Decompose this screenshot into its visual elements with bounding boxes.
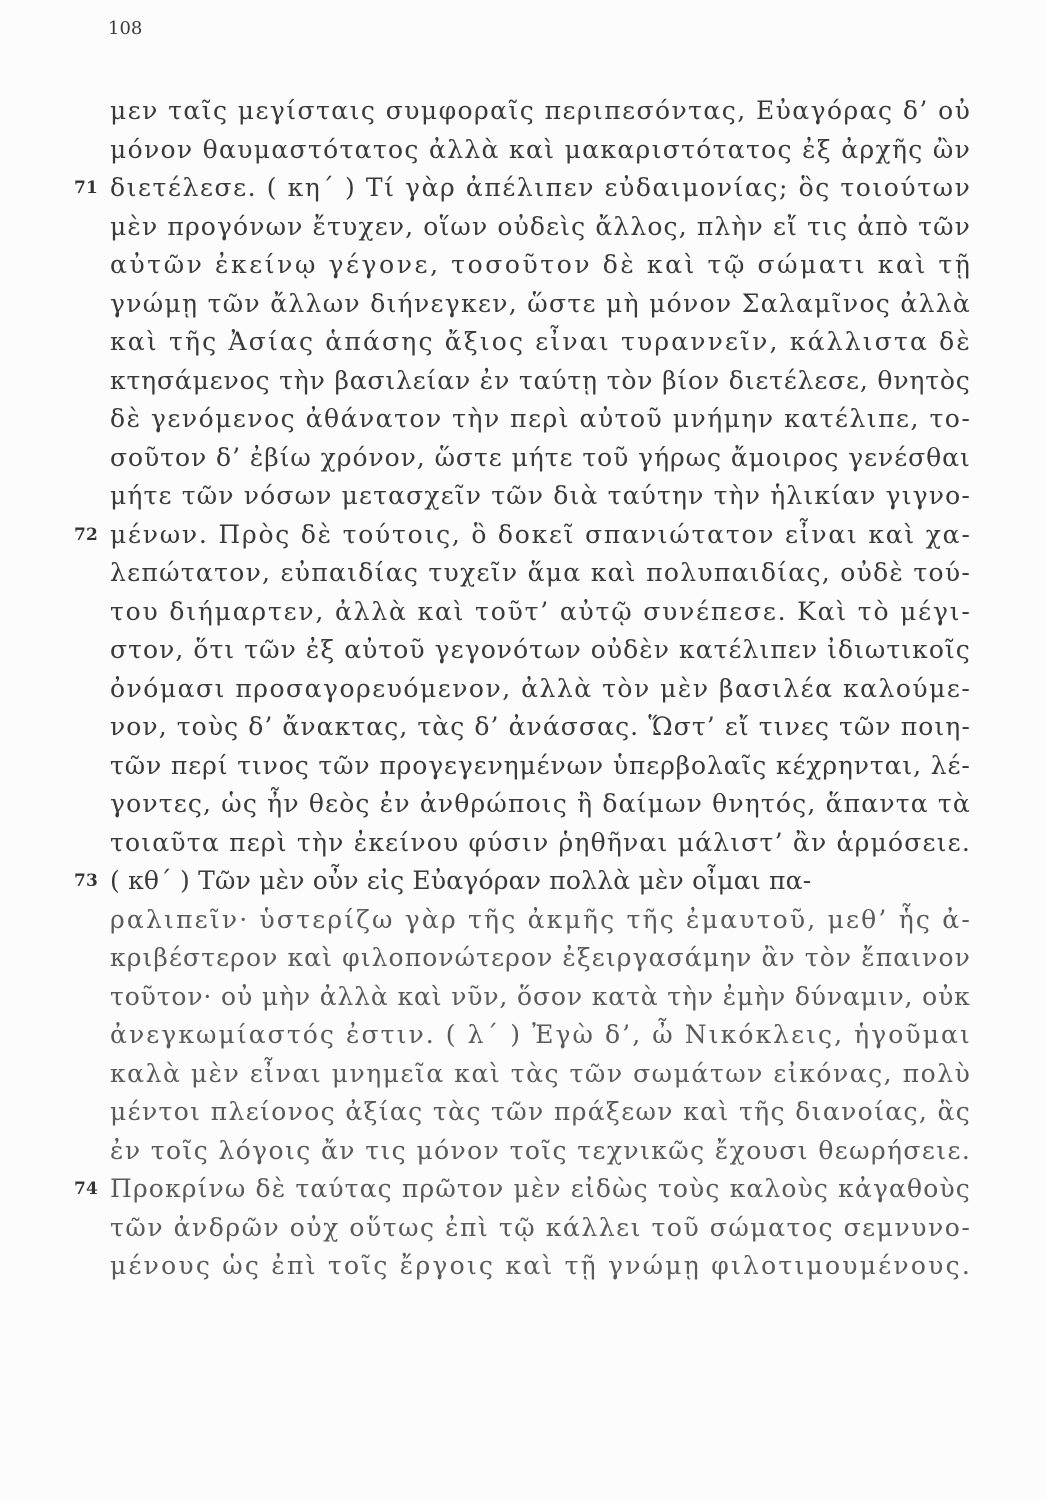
text-line bbox=[110, 747, 970, 786]
line-text: του διήμαρτεν, ἀλλὰ καὶ τοῦτ’ αὐτῷ συνέπεσε. Καὶ τὸ μέγι- bbox=[110, 596, 972, 626]
text-line bbox=[110, 323, 970, 362]
line-text: κριβέστερον καὶ φιλοπονώτερον ἐξειργασάμην ἂν τὸν ἔπαινον bbox=[110, 943, 971, 972]
line-text: διετέλεσε. ( κη΄ ) Τί γὰρ ἀπέλιπεν εὐδαιμονίας; ὃς τοιούτων bbox=[110, 173, 972, 202]
text-line bbox=[110, 1055, 970, 1094]
text-line bbox=[110, 554, 970, 593]
text-line bbox=[110, 593, 970, 632]
line-text: τοιαῦτα περὶ τὴν ἐκείνου φύσιν ῥηθῆναι μάλιστ’ ἂν ἁρμόσειε. bbox=[110, 827, 971, 857]
section-number: 74 bbox=[74, 1179, 99, 1199]
text-line bbox=[110, 824, 970, 863]
line-text: ὀνόμασι προσαγορευόμενον, ἀλλὰ τὸν μὲν βασιλέα καλούμε- bbox=[110, 673, 972, 703]
line-text: καλὰ μὲν εἶναι μνημεῖα καὶ τὰς τῶν σωμάτων εἰκόνας, πολὺ bbox=[110, 1058, 972, 1088]
text-line bbox=[110, 901, 970, 940]
text-line bbox=[110, 285, 970, 324]
line-text: τῶν περί τινος τῶν προγεγενημένων ὑπερβολαῖς κέχρηνται, λέ- bbox=[110, 750, 971, 780]
text-line bbox=[110, 631, 970, 670]
text-line bbox=[110, 400, 970, 439]
text-line bbox=[110, 439, 970, 478]
line-text: σοῦτον δ’ ἐβίω χρόνον, ὥστε μήτε τοῦ γήρως ἄμοιρος γενέσθαι bbox=[110, 442, 971, 472]
text-line bbox=[110, 477, 970, 516]
text-line bbox=[110, 1132, 970, 1171]
line-text: Προκρίνω δὲ ταύτας πρῶτον μὲν εἰδὼς τοὺς καλοὺς κἀγαθοὺς bbox=[110, 1174, 971, 1203]
line-text: ἀνεγκωμίαστός ἐστιν. ( λ΄ ) Ἐγὼ δ’, ὦ Νικόκλεις, ἡγοῦμαι bbox=[110, 1020, 972, 1049]
body-text bbox=[74, 92, 973, 1286]
text-line bbox=[110, 1209, 970, 1248]
line-text: δὲ γενόμενος ἀθάνατον τὴν περὶ αὐτοῦ μνήμην κατέλιπε, το- bbox=[110, 404, 972, 433]
line-text: κτησάμενος τὴν βασιλείαν ἐν ταύτῃ τὸν βίον διετέλεσε, θνητὸς bbox=[110, 365, 971, 395]
line-text: ἐν τοῖς λόγοις ἄν τις μόνον τοῖς τεχνικῶς ἔχουσι θεωρήσειε. bbox=[110, 1135, 972, 1165]
line-text: μένων. Πρὸς δὲ τούτοις, ὃ δοκεῖ σπανιώτατον εἶναι καὶ χα- bbox=[110, 519, 972, 549]
text-line bbox=[110, 362, 970, 401]
text-line bbox=[110, 92, 970, 131]
line-text: τοῦτον· οὐ μὴν ἀλλὰ καὶ νῦν, ὅσον κατὰ τὴν ἐμὴν δύναμιν, οὐκ bbox=[110, 981, 971, 1011]
line-text: μεν ταῖς μεγίσταις συμφοραῖς περιπεσόντας, Εὐαγόρας δ’ οὐ bbox=[110, 96, 972, 125]
text-line bbox=[110, 670, 970, 709]
text-line bbox=[110, 1093, 970, 1132]
text-line bbox=[110, 978, 970, 1017]
text-line bbox=[110, 1247, 973, 1286]
line-text: μὲν προγόνων ἔτυχεν, οἵων οὐδεὶς ἄλλος, πλὴν εἴ τις ἀπὸ τῶν bbox=[110, 211, 971, 241]
text-line bbox=[110, 939, 970, 978]
section-number: 72 bbox=[74, 524, 99, 545]
text-line bbox=[110, 708, 970, 747]
line-text: μένους ὡς ἐπὶ τοῖς ἔργοις καὶ τῇ γνώμῃ φιλοτιμουμένους. bbox=[110, 1251, 973, 1280]
section-number: 71 bbox=[74, 178, 99, 198]
line-text: μήτε τῶν νόσων μετασχεῖν τῶν διὰ ταύτην τὴν ἡλικίαν γιγνο- bbox=[110, 481, 971, 510]
text-line bbox=[74, 169, 972, 208]
line-text: μέντοι πλείονος ἀξίας τὰς τῶν πράξεων καὶ τῆς διανοίας, ἃς bbox=[110, 1097, 972, 1126]
text-line bbox=[110, 131, 970, 170]
text-line bbox=[74, 862, 970, 901]
line-text: γνώμῃ τῶν ἄλλων διήνεγκεν, ὥστε μὴ μόνον Σαλαμῖνος ἀλλὰ bbox=[110, 288, 972, 318]
line-text: νον, τοὺς δ’ ἄνακτας, τὰς δ’ ἀνάσσας. Ὥστ’ εἴ τινες τῶν ποιη- bbox=[110, 712, 971, 741]
text-line bbox=[74, 1170, 971, 1209]
line-text: καὶ τῆς Ἀσίας ἁπάσης ἄξιος εἶναι τυραννεῖν, κάλλιστα δὲ bbox=[110, 327, 972, 356]
line-text: μόνον θαυμαστότατος ἀλλὰ καὶ μακαριστότατος ἐξ ἀρχῆς ὢν bbox=[110, 134, 972, 164]
line-text: λεπώτατον, εὐπαιδίας τυχεῖν ἅμα καὶ πολυπαιδίας, οὐδὲ τού- bbox=[110, 558, 972, 587]
line-text: ραλιπεῖν· ὑστερίζω γὰρ τῆς ἀκμῆς τῆς ἐμαυτοῦ, μεθ’ ἧς ἀ- bbox=[110, 904, 972, 934]
page-number: 108 bbox=[108, 18, 143, 39]
line-text: τῶν ἀνδρῶν οὐχ οὕτως ἐπὶ τῷ κάλλει τοῦ σώματος σεμνυνο- bbox=[110, 1212, 972, 1242]
text-line bbox=[110, 208, 970, 247]
line-text: ( κθ΄ ) Τῶν μὲν οὖν εἰς Εὐαγόραν πολλὰ μὲν οἶμαι πα- bbox=[110, 866, 812, 895]
section-number: 73 bbox=[74, 871, 99, 891]
text-line bbox=[74, 516, 972, 555]
text-line bbox=[110, 785, 970, 824]
line-text: στον, ὅτι τῶν ἐξ αὐτοῦ γεγονότων οὐδὲν κατέλιπεν ἰδιωτικοῖς bbox=[110, 635, 971, 664]
text-line bbox=[110, 1016, 970, 1055]
text-line bbox=[110, 246, 973, 285]
line-text: αὐτῶν ἐκείνῳ γέγονε, τοσοῦτον δὲ καὶ τῷ σώματι καὶ τῇ bbox=[110, 250, 973, 279]
line-text: γοντες, ὡς ἦν θεὸς ἐν ἀνθρώποις ἢ δαίμων θνητός, ἅπαντα τὰ bbox=[110, 789, 971, 818]
